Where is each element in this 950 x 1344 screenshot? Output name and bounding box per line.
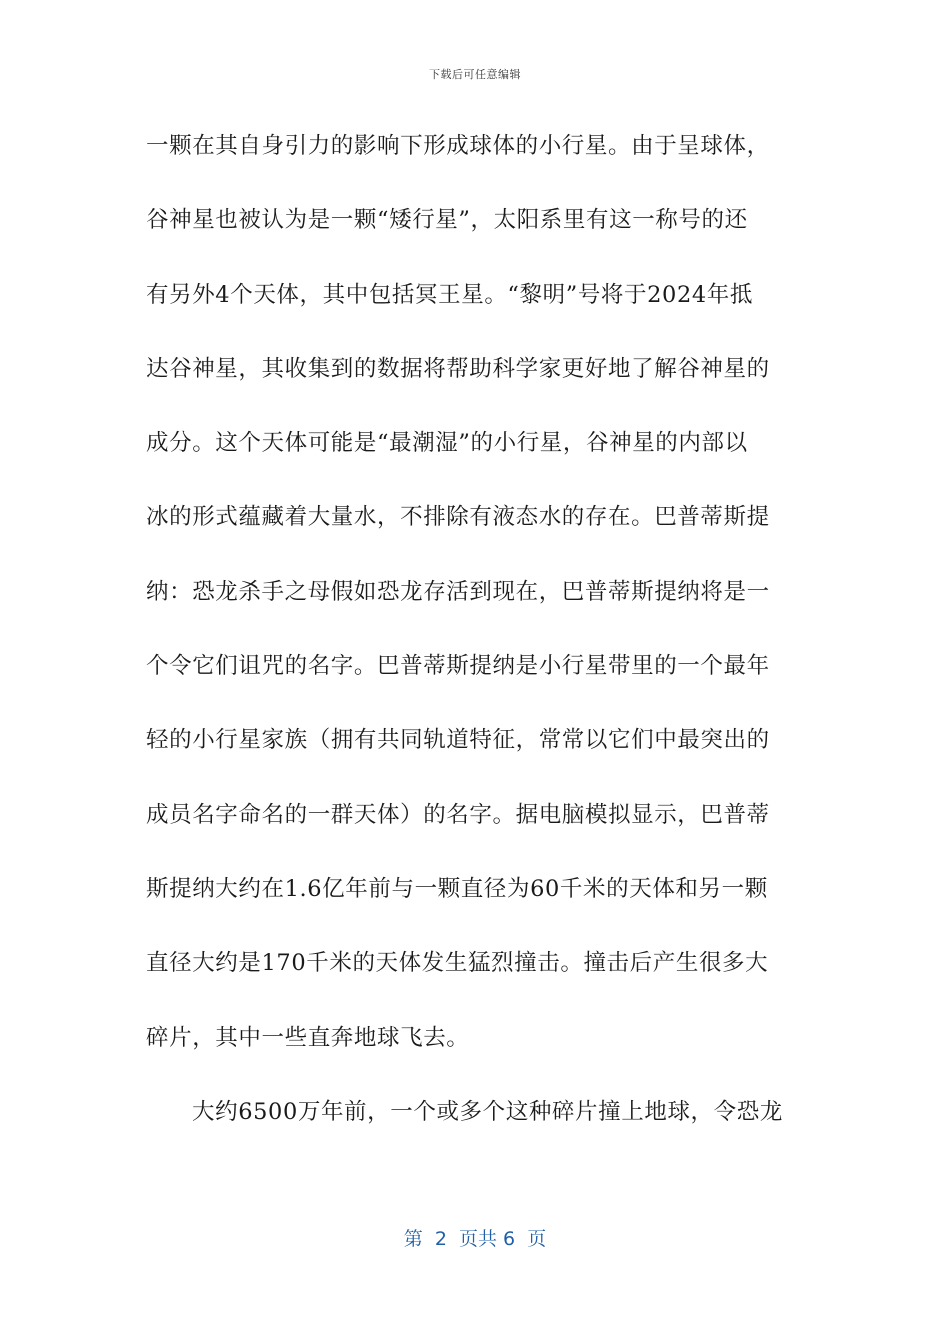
text-line: 谷神星也被认为是一颗“矮行星”，太阳系里有这一称号的还	[146, 207, 748, 234]
header-note: 下载后可任意编辑	[429, 68, 521, 81]
text-line: 纳：恐龙杀手之母假如恐龙存活到现在，巴普蒂斯提纳将是一	[146, 578, 770, 605]
text-line: 有另外4个天体，其中包括冥王星。“黎明”号将于2024年抵	[146, 281, 753, 308]
paragraph-start-line: 大约6500万年前，一个或多个这种碎片撞上地球，令恐龙	[192, 1098, 783, 1125]
page-number-footer: 第 2 页共 6 页	[403, 1228, 547, 1250]
text-line: 斯提纳大约在1.6亿年前与一颗直径为60千米的天体和另一颗	[146, 875, 768, 902]
text-line: 直径大约是170千米的天体发生猛烈撞击。撞击后产生很多大	[146, 950, 769, 977]
text-line: 碎片，其中一些直奔地球飞去。	[146, 1024, 470, 1051]
text-line: 成员名字命名的一群天体）的名字。据电脑模拟显示，巴普蒂	[146, 801, 770, 828]
document-body	[146, 124, 806, 1164]
text-line: 轻的小行星家族（拥有共同轨道特征，常常以它们中最突出的	[146, 727, 770, 754]
text-line: 一颗在其自身引力的影响下形成球体的小行星。由于呈球体，	[146, 133, 770, 159]
text-line: 成分。这个天体可能是“最潮湿”的小行星，谷神星的内部以	[146, 430, 748, 457]
text-line: 个令它们诅咒的名字。巴普蒂斯提纳是小行星带里的一个最年	[146, 653, 770, 680]
text-line: 达谷神星，其收集到的数据将帮助科学家更好地了解谷神星的	[146, 355, 770, 382]
text-line: 冰的形式蕴藏着大量水，不排除有液态水的存在。巴普蒂斯提	[146, 504, 770, 531]
